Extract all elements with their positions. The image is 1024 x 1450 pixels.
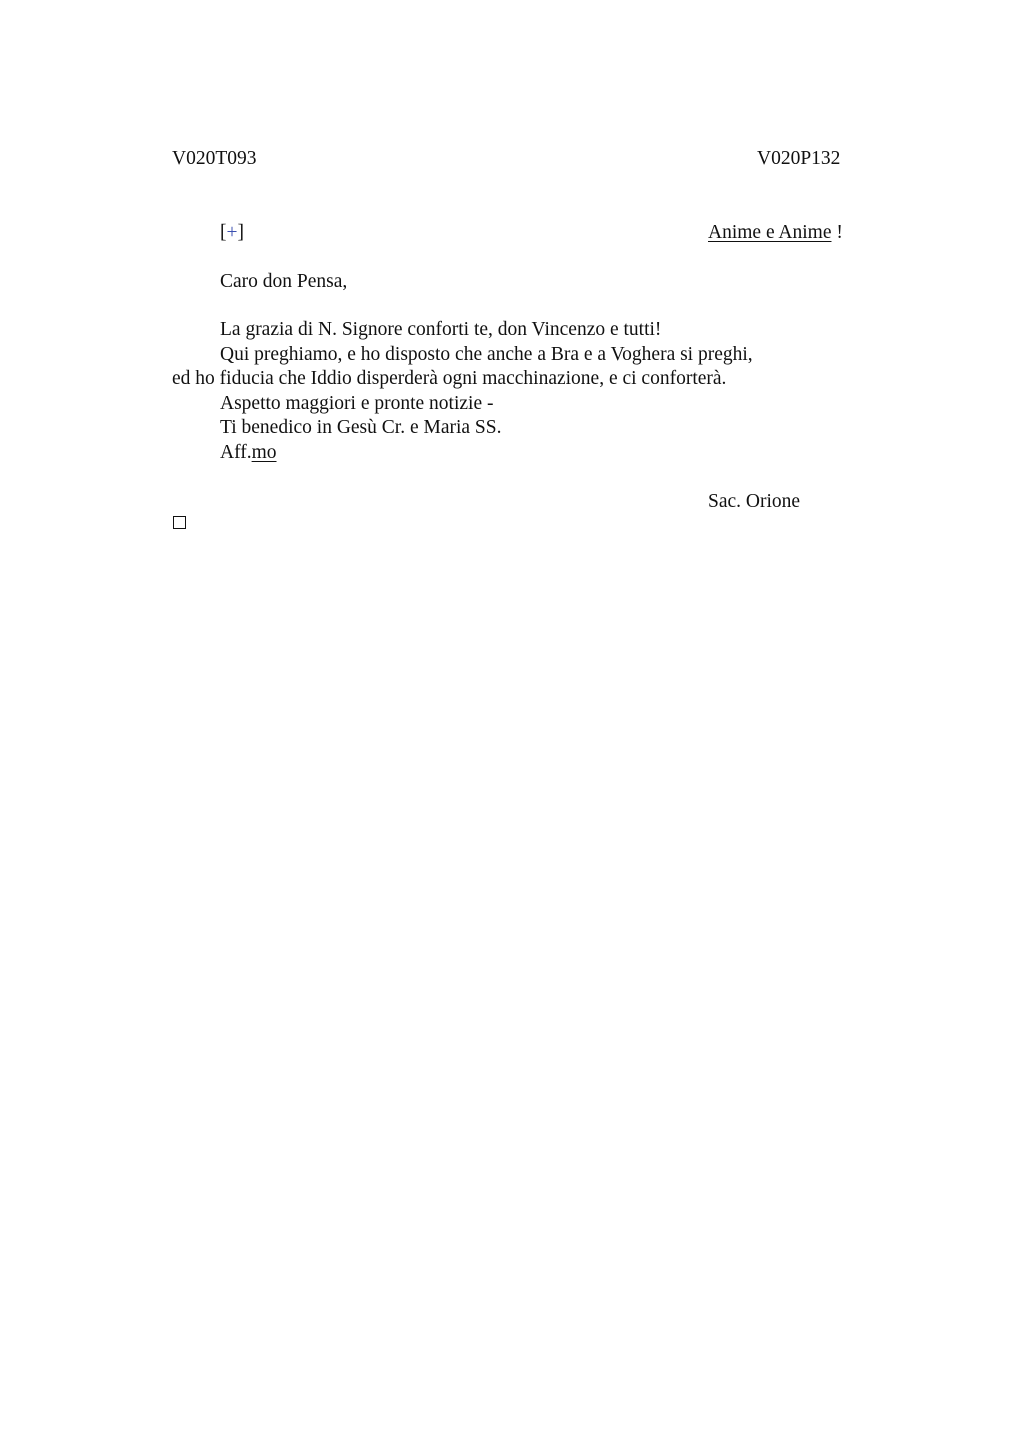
motto-underlined: Anime e Anime: [708, 222, 832, 243]
body-line-4: Aspetto maggiori e pronte notizie -: [220, 393, 494, 414]
header-left-code: V020T093: [172, 148, 257, 169]
body-line-3: ed ho fiducia che Iddio disperderà ogni macchinazione, e ci conforterà.: [172, 368, 727, 389]
cross-close-bracket: ]: [237, 222, 244, 243]
cross-icon: +: [226, 222, 238, 243]
motto-suffix: !: [831, 222, 843, 243]
closing-underlined: mo: [251, 442, 277, 463]
cross-open-bracket: [: [220, 222, 227, 243]
body-line-5: Ti benedico in Gesù Cr. e Maria SS.: [220, 417, 502, 438]
salutation: Caro don Pensa,: [220, 271, 348, 292]
body-line-2: Qui preghiamo, e ho disposto che anche a Bra e a Voghera si preghi,: [220, 344, 753, 365]
closing-prefix: Aff.: [220, 442, 252, 463]
signature: Sac. Orione: [708, 491, 801, 512]
cross-mark: [220, 223, 244, 243]
empty-square-icon: [173, 516, 186, 529]
motto: [708, 223, 843, 243]
body-line-1: La grazia di N. Signore conforti te, don Vincenzo e tutti!: [220, 319, 662, 340]
closing: [220, 443, 277, 463]
header-right-code: V020P132: [757, 148, 841, 169]
